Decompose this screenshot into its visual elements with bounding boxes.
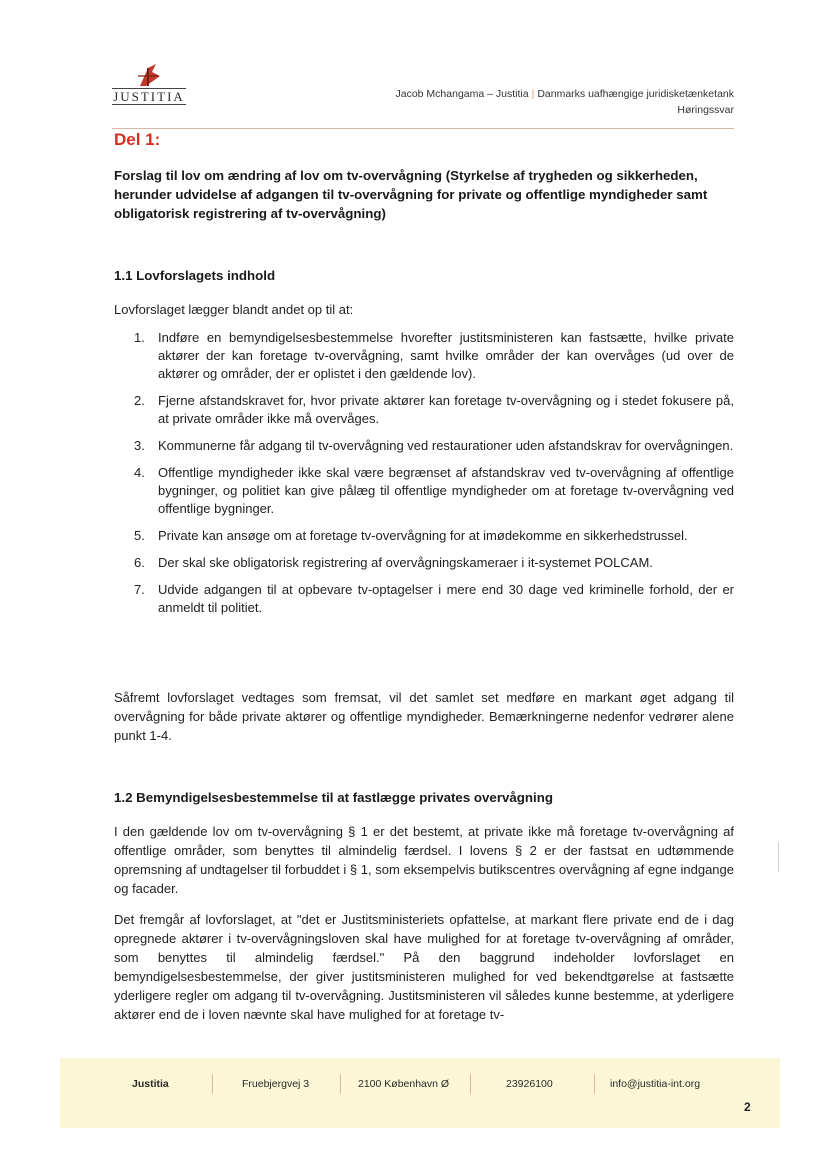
footer-divider <box>470 1074 471 1094</box>
header-doc-type: Høringssvar <box>677 104 734 116</box>
footer-divider <box>340 1074 341 1094</box>
footer-divider <box>594 1074 595 1094</box>
footer-org: Justitia <box>132 1078 169 1090</box>
scales-icon <box>134 62 164 88</box>
header-organization: Danmarks uafhængige juridisketænketank <box>537 88 734 100</box>
list-item: 5. Private kan ansøge om at foretage tv-overvågning for at imødekomme en sikkerhedstrussel. <box>134 528 688 543</box>
footer-city: 2100 København Ø <box>358 1078 450 1090</box>
page-footer <box>130 1072 720 1102</box>
footer-divider <box>212 1074 213 1094</box>
margin-mark <box>778 842 779 872</box>
list-item: 4. Offentlige myndigheder ikke skal være begrænset af afstandskrav ved tv-overvågning af offentlige bygninger, og politiet kan give pålæg til offentlige myndigheder om at foretage tv-overvågning ved offentlige bygninger. <box>134 465 734 516</box>
list-item: 6. Der skal ske obligatorisk registrering af overvågningskameraer i it-systemet POLCAM. <box>134 555 653 570</box>
footer-phone: 23926100 <box>506 1078 553 1090</box>
header-author: Jacob Mchangama – Justitia <box>395 88 529 100</box>
law-title: Forslag til lov om ændring af lov om tv-overvågning (Styrkelse af trygheden og sikkerheden, herunder udvidelse af adgangen til tv-overvågning for private og offentlige myndigheder samt obligatorisk registrering af tv-overvågning) <box>114 168 708 221</box>
list-item: 3. Kommunerne får adgang til tv-overvågning ved restaurationer uden afstandskrav for overvågningen. <box>134 438 734 453</box>
justitia-logo <box>112 62 186 110</box>
page-header: Jacob Mchangama – Justitia | Danmarks uafhængige juridisketænketank Høringssvar <box>300 86 734 118</box>
list-item: 7. Udvide adgangen til at opbevare tv-optagelser i mere end 30 dage ved kriminelle forhold, der er anmeldt til politiet. <box>134 582 734 615</box>
footer-email: info@justitia-int.org <box>610 1078 701 1090</box>
header-divider <box>112 128 734 129</box>
section-heading-1-2: 1.2 Bemyndigelsesbestemmelse til at fastlægge privates overvågning <box>114 790 553 805</box>
part-title: Del 1: <box>114 130 161 149</box>
footer-address: Fruebjergvej 3 <box>242 1078 310 1090</box>
section-intro: Lovforslaget lægger blandt andet op til at: <box>114 302 354 317</box>
logo-wordmark: JUSTITIA <box>113 89 185 104</box>
proposal-list <box>114 329 734 626</box>
section-heading-1-1: 1.1 Lovforslagets indhold <box>114 268 276 283</box>
body-paragraph: I den gældende lov om tv-overvågning § 1 er det bestemt, at private ikke må foretage tv-overvågning af offentlige områder, som benyttes til almindelig færdsel. I lovens § 2 er der fastsat en udtømmende opremsning af undtagelser til forbuddet i § 1, som eksempelvis butikscentres overvågning af egne indgange og facader. <box>114 824 734 896</box>
list-item: 2. Fjerne afstandskravet for, hvor private aktører kan foretage tv-overvågning og i stedet fokusere på, at private områder ikke må overvåges. <box>134 393 734 426</box>
page-number: 2 <box>744 1100 751 1114</box>
list-item: 1. Indføre en bemyndigelsesbestemmelse hvorefter justitsministeren kan fastsætte, hvilke private aktører der kan foretage tv-overvågning, samt hvilke områder der kan overvåges (ud over de aktører og områder, der er oplistet i den gældende lov). <box>134 330 734 381</box>
section-closing-paragraph: Såfremt lovforslaget vedtages som fremsat, vil det samlet set medføre en markant øget adgang til overvågning for både private aktører og offentlige myndigheder. Bemærkningerne nedenfor vedrører alene punkt 1-4. <box>114 690 734 743</box>
body-paragraph: Det fremgår af lovforslaget, at "det er Justitsministeriets opfattelse, at markant flere private end de i dag opregnede aktører i tv-overvågningsloven skal have mulighed for at foretage tv-overvågning af områder, som benyttes til almindelig færdsel." På den baggrund indeholder lovforslaget en bemyndigelsesbestemmelse, der giver justitsministeren mulighed for ved bekendtgørelse at fastsætte yderligere regler om adgang til tv-overvågning. Justitsministeren vil således kunne bestemme, at yderligere aktører end de i loven nævnte skal have mulighed for at foretage tv- <box>114 912 734 1022</box>
